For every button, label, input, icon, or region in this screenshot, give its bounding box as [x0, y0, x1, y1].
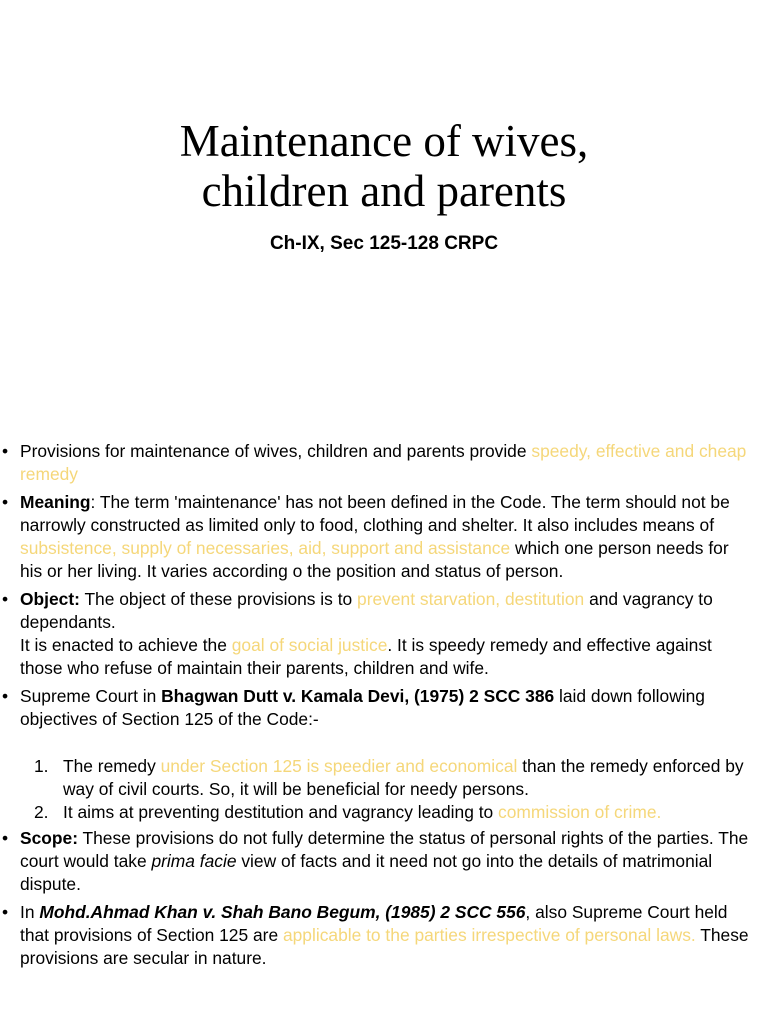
list-text: The remedy — [63, 756, 161, 776]
bullet-text: and vagrancy to dependants. — [20, 589, 713, 632]
bullet-text: , also Supreme Court held that provisions of Section 125 are — [20, 902, 728, 945]
highlight-text: applicable to the parties irrespective of personal laws. — [282, 925, 696, 945]
bullet-text: These provisions are secular in nature. — [20, 925, 749, 968]
bullet-object — [0, 588, 768, 680]
bullet-icon: • — [2, 902, 9, 922]
bullet-provisions — [0, 440, 768, 486]
bullet-text: Provisions for maintenance of wives, children and parents provide — [20, 441, 532, 461]
bullet-text: Supreme Court in — [20, 686, 162, 706]
bullet-icon: • — [2, 828, 9, 848]
bullet-shah-bano — [0, 901, 768, 970]
italic-term: prima facie — [151, 851, 237, 871]
list-number: 1. — [34, 756, 49, 776]
highlight-text: speedy, effective and cheap remedy — [20, 441, 747, 484]
bullet-scope — [0, 827, 768, 896]
list-number: 2. — [34, 802, 49, 822]
bullet-icon: • — [2, 441, 9, 461]
bullet-icon: • — [2, 589, 9, 609]
highlight-text: subsistence, supply of necessaries, aid, support and assistance — [20, 538, 511, 558]
bullet-supreme-court — [0, 685, 768, 731]
title-slide — [0, 0, 768, 420]
bullet-icon: • — [2, 492, 9, 512]
slide-title — [0, 116, 768, 216]
list-text: It aims at preventing destitution and vagrancy leading to — [63, 802, 499, 822]
list-text: than the remedy enforced by way of civil courts. So, it will be beneficial for needy persons. — [63, 756, 744, 799]
list-item — [0, 755, 768, 801]
highlight-text: prevent starvation, destitution — [357, 589, 585, 609]
bullet-text: . It is speedy remedy and effective against those who refuse of maintain their parents, children and wife. — [20, 635, 712, 678]
slide-subtitle: Ch-IX, Sec 125-128 CRPC — [269, 233, 499, 254]
highlight-text: commission of crime. — [498, 802, 662, 822]
highlight-text: goal of social justice — [231, 635, 388, 655]
list-item — [0, 801, 768, 824]
slide-title-line1: Maintenance of wives, — [179, 116, 589, 166]
bullet-label: Scope: — [20, 828, 78, 848]
case-citation: Bhagwan Dutt v. Kamala Devi, (1975) 2 SCC 386 — [161, 686, 555, 706]
objectives-list — [0, 755, 768, 824]
bullet-label: Object: — [20, 589, 80, 609]
bullet-text: It is enacted to achieve the — [20, 635, 232, 655]
slide-title-line2: children and parents — [201, 166, 567, 216]
bullet-text: The object of these provisions is to — [79, 589, 358, 609]
bullet-meaning — [0, 491, 768, 583]
bullet-text: which one person needs for his or her living. It varies according o the position and status of person. — [20, 538, 729, 581]
bullet-icon: • — [2, 686, 9, 706]
bullet-text: laid down following objectives of Section 125 of the Code:- — [20, 686, 705, 729]
bullet-text: These provisions do not fully determine the status of personal rights of the parties. The court would take — [20, 828, 749, 871]
content-slide — [0, 440, 768, 975]
bullet-text: view of facts and it need not go into the details of matrimonial dispute. — [20, 851, 713, 894]
case-citation: Mohd.Ahmad Khan v. Shah Bano Begum, (1985) 2 SCC 556 — [39, 902, 526, 922]
bullet-text: In — [20, 902, 40, 922]
bullet-text: : The term 'maintenance' has not been defined in the Code. The term should not be narrowly constructed as limited only to food, clothing and shelter. It also includes means of — [20, 492, 730, 535]
bullet-label: Meaning — [20, 492, 91, 512]
highlight-text: under Section 125 is speedier and economical — [160, 756, 518, 776]
